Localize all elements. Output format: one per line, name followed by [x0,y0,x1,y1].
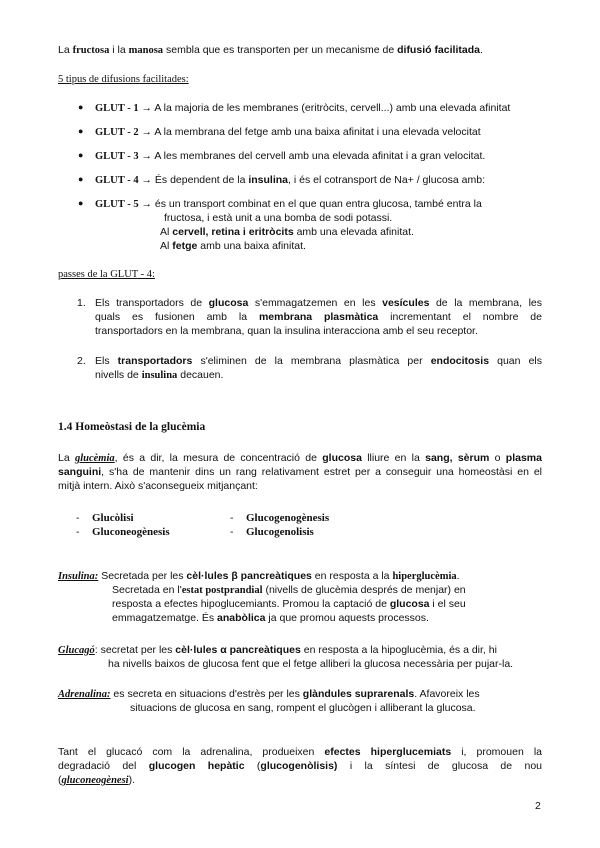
glucago-line: ha nivells baixos de glucosa fent que el fetge alliberi la glucosa necessària per pujar-la. [108,658,514,670]
process-item: Glucogenolisis [246,526,314,538]
glucemia-paragraph-line: La glucèmia, és a dir, la mesura de concentració de glucosa lliure en la sang, sèrum o plasma [58,452,542,464]
list-item-continuation: Al fetge amb una baixa afinitat. [160,240,306,252]
glucemia-paragraph-line: mitjà intern. Això s'aconsegueix mitjançant: [58,480,258,492]
insulina-line: Secretada en l'estat postprandial (nivells de glucèmia després de menjar) en [112,584,466,596]
insulina-line: resposta a efectes hipoglucemiants. Promou la captació de glucosa i el seu [112,598,466,610]
step-number: 1. [77,297,86,309]
passes-heading: passes de la GLUT - 4: [58,269,155,280]
list-item: GLUT - 5 → és un transport combinat en el que quan entra glucosa, també entra la [95,198,482,210]
step-line: quals es fusionen amb la membrana plasmàtica incrementant el nombre de [95,311,542,323]
final-paragraph-line: Tant el glucacó com la adrenalina, produeixen efectes hiperglucemiats i, promouen la [58,746,542,758]
dash: - [76,526,80,538]
list-item: GLUT - 1 → A la majoria de les membranes (eritròcits, cervell...) amb una elevada afinitat [95,102,511,114]
dash: - [76,512,80,524]
step-number: 2. [77,355,86,367]
step-line: transportadors en la membrana, quan la insulina interacciona amb el seu receptor. [95,325,478,337]
final-paragraph-line: (gluconeogènesi). [58,774,136,786]
process-item: Glucòlisi [92,512,134,524]
page-number: 2 [535,800,541,812]
bullet-icon: ● [78,126,84,136]
glucemia-paragraph-line: sanguini, s'ha de mantenir dins un rang relativament estret per a conseguir una homeostàsi en el [58,466,542,478]
insulina-line: Insulina: Secretada per les cèl·lules β pancreàtiques en resposta a la hiperglucèmia. [58,570,460,582]
list-item-continuation: Al cervell, retina i eritròcits amb una elevada afinitat. [160,226,414,238]
step-line: Els transportadors de glucosa s'emmagatzemen en les vesícules de la membrana, les [95,297,542,309]
bullet-icon: ● [78,198,84,208]
list-item: GLUT - 2 → A la membrana del fetge amb una baixa afinitat i una elevada velocitat [95,126,481,138]
adrenalina-line: situacions de glucosa en sang, rompent el glucògen i alliberant la glucosa. [130,702,476,714]
process-item: Glucogenogènesis [246,512,330,524]
intro-paragraph: La fructosa i la manosa sembla que es transporten per un mecanisme de difusió facilitada. [58,44,483,56]
adrenalina-line: Adrenalina: es secreta en situacions d'estrès per les glàndules suprarenals. Afavoreix les [58,688,480,700]
list-item: GLUT - 3 → A les membranes del cervell amb una elevada afinitat i a gran velocitat. [95,150,486,162]
insulina-line: emmagatzematge. És anabòlica ja que promou aquests processos. [112,612,429,624]
section-title: 1.4 Homeòstasi de la glucèmia [58,421,206,433]
process-item: Gluconeogènesis [92,526,170,538]
list-item: GLUT - 4 → És dependent de la insulina, i és el cotransport de Na+ / glucosa amb: [95,174,486,186]
glucago-line: Glucagó: secretat per les cèl·lules α pancreàtiques en resposta a la hipoglucèmia, és a dir, hi [58,644,497,656]
list-item-continuation: fructosa, i està unit a una bomba de sodi potassi. [164,212,393,224]
types-heading: 5 tipus de difusions facilitades: [58,74,189,85]
bullet-icon: ● [78,174,84,184]
step-line: nivells de insulina decauen. [95,369,224,381]
bullet-icon: ● [78,150,84,160]
final-paragraph-line: degradació del glucogen hepàtic (glucogenòlisis) i la síntesi de glucosa de nou [58,760,542,772]
bullet-icon: ● [78,102,84,112]
dash: - [230,526,234,538]
step-line: Els transportadors s'eliminen de la membrana plasmàtica per endocitosis quan els [95,355,542,367]
dash: - [230,512,234,524]
